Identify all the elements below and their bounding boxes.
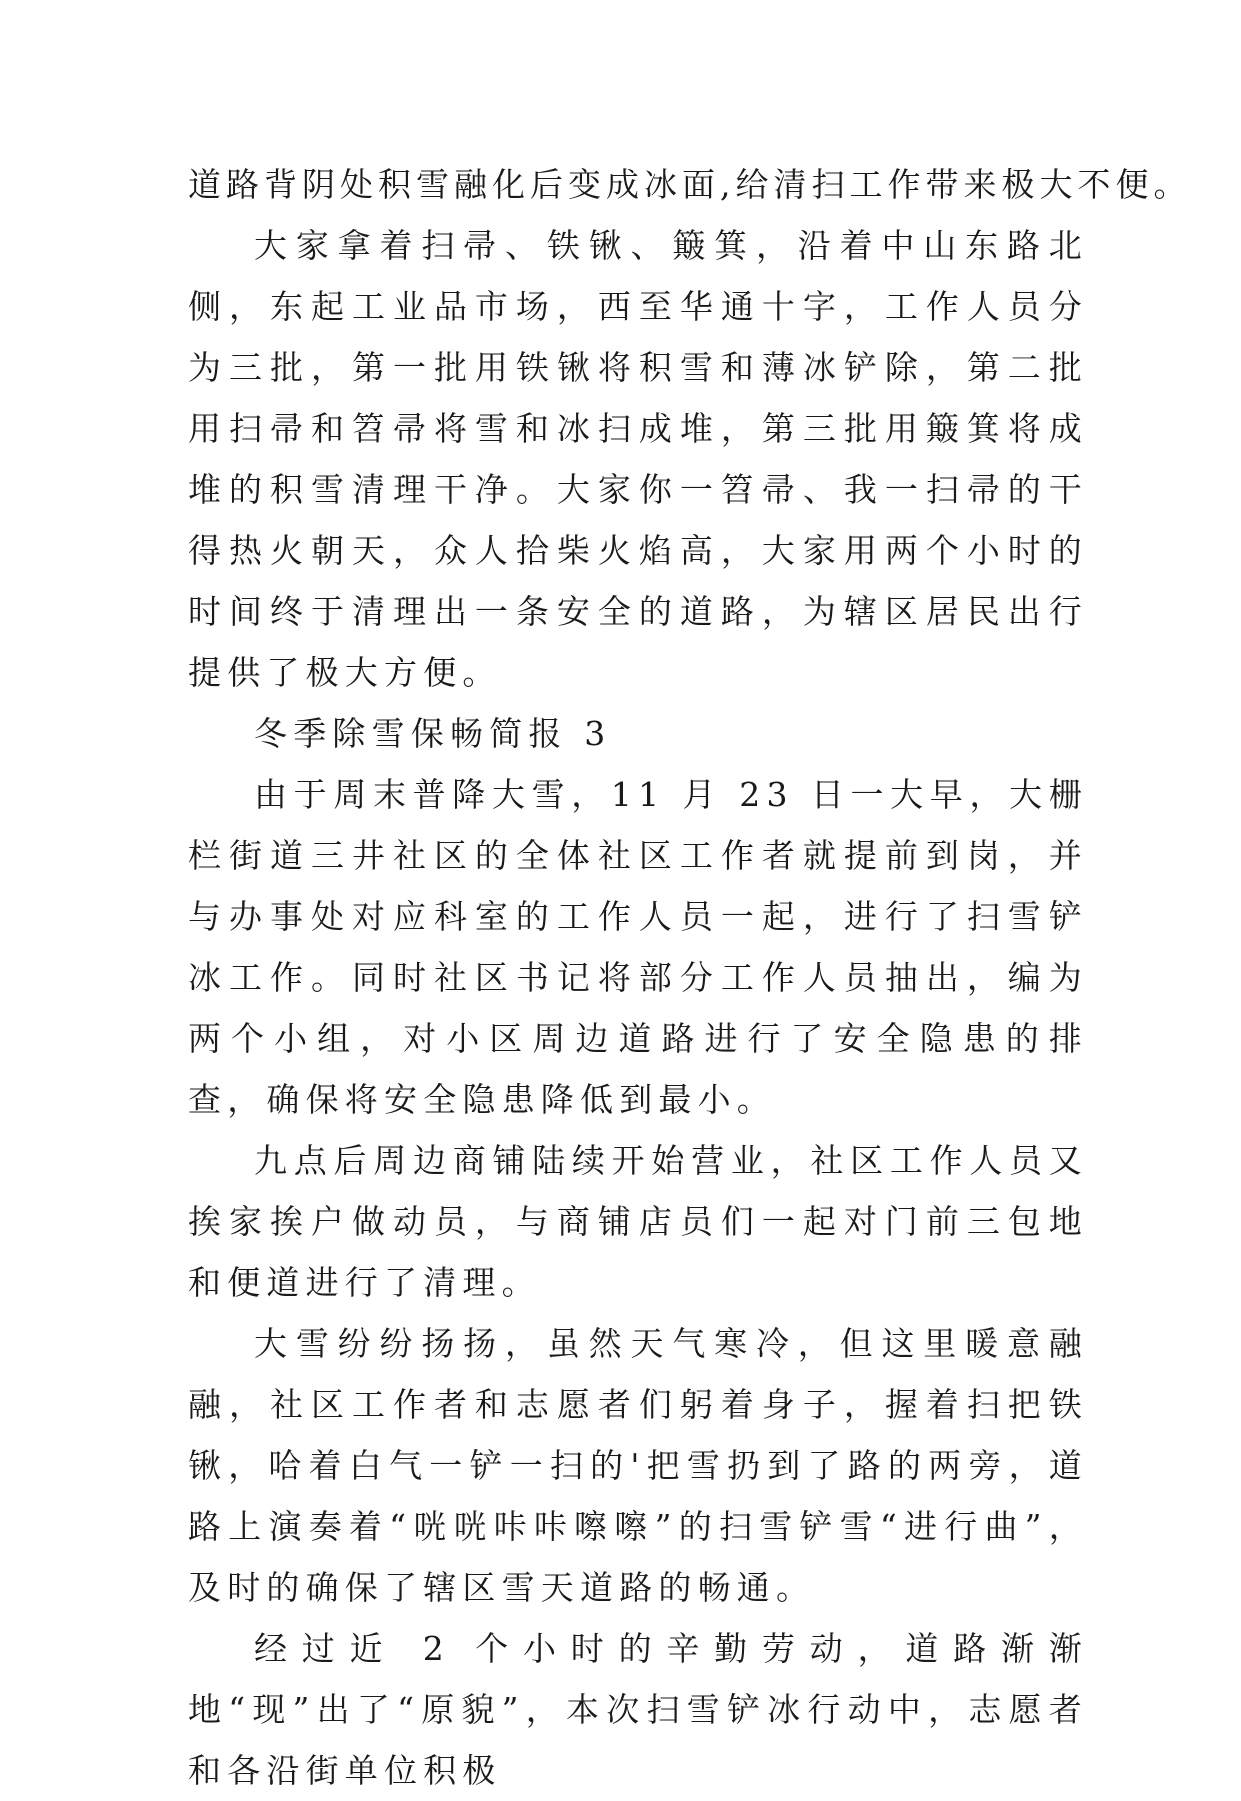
paragraph-weekend-snow: 由于周末普降大雪，11 月 23 日一大早，大栅栏街道三井社区的全体社区工作者就提前到岗，并与办事处对应科室的工作人员一起，进行了扫雪铲冰工作。同时社区书记将部分工作人员抽出，编为两个小组，对小区周边道路进行了安全隐患的排查，确保将安全隐患降低到最小。	[188, 775, 1088, 1119]
paragraph-tools: 大家拿着扫帚、铁锹、簸箕，沿着中山东路北侧，东起工业品市场，西至华通十字，工作人员分为三批，第一批用铁锹将积雪和薄冰铲除，第二批用扫帚和笤帚将雪和冰扫成堆，第三批用簸箕将成堆的积雪清理干净。大家你一笤帚、我一扫帚的干得热火朝天，众人拾柴火焰高，大家用两个小时的时间终于清理出一条安全的道路，为辖区居民出行提供了极大方便。	[188, 226, 1088, 692]
section-heading: 冬季除雪保畅简报 3	[254, 714, 612, 753]
document-body	[188, 154, 1192, 1801]
paragraph-continuation: 道路背阴处积雪融化后变成冰面,给清扫工作带来极大不便。	[188, 165, 1192, 204]
paragraph-shops: 九点后周边商铺陆续开始营业，社区工作人员又挨家挨户做动员，与商铺店员们一起对门前三包地和便道进行了清理。	[188, 1141, 1088, 1302]
paragraph-warmth: 大雪纷纷扬扬，虽然天气寒冷，但这里暖意融融，社区工作者和志愿者们躬着身子，握着扫把铁锹，哈着白气一铲一扫的'把雪扔到了路的两旁，道路上演奏着“咣咣咔咔嚓嚓”的扫雪铲雪“进行曲”，及时的确保了辖区雪天道路的畅通。	[188, 1324, 1088, 1607]
paragraph-result: 经过近 2 个小时的辛勤劳动，道路渐渐地“现”出了“原貌”，本次扫雪铲冰行动中，志愿者和各沿街单位积极	[188, 1629, 1088, 1790]
